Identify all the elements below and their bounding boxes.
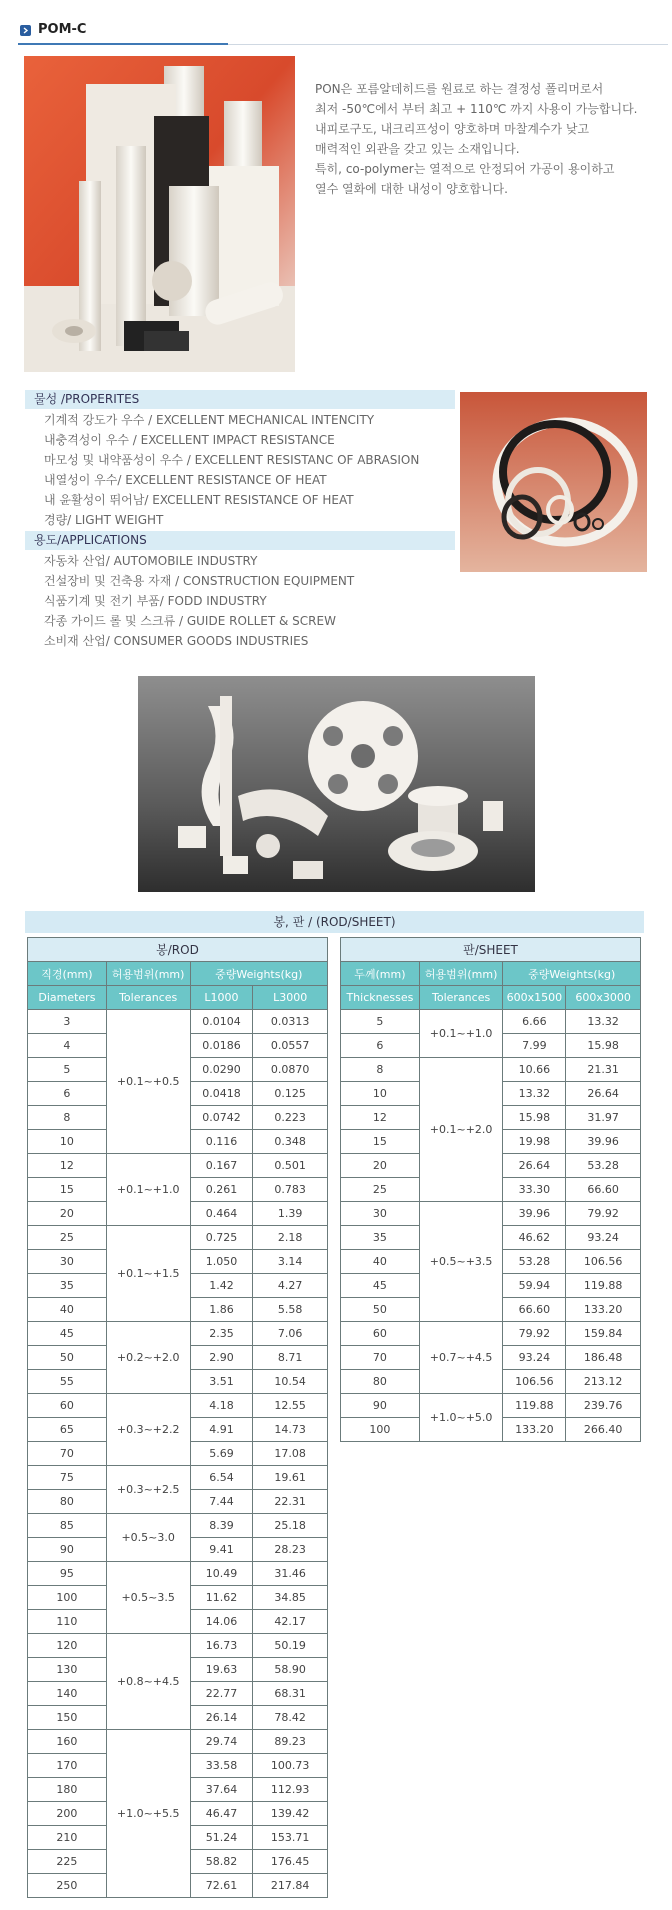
table-title: 봉, 판 / (ROD/SHEET)	[25, 911, 644, 933]
size-cell: 200	[28, 1802, 107, 1826]
weight-cell: 16.73	[190, 1634, 253, 1658]
size-cell: 140	[28, 1682, 107, 1706]
weight-cell: 39.96	[566, 1130, 641, 1154]
weight-cell: 0.783	[253, 1178, 328, 1202]
weight-cell: 6.54	[190, 1466, 253, 1490]
size-cell: 12	[28, 1154, 107, 1178]
size-cell: 15	[28, 1178, 107, 1202]
col-header: 두께(mm)	[341, 962, 420, 986]
size-cell: 60	[28, 1394, 107, 1418]
weight-cell: 9.41	[190, 1538, 253, 1562]
tolerance-cell: +0.2~+2.0	[106, 1322, 190, 1394]
weight-cell: 7.06	[253, 1322, 328, 1346]
size-cell: 30	[341, 1202, 420, 1226]
weight-cell: 5.58	[253, 1298, 328, 1322]
size-cell: 3	[28, 1010, 107, 1034]
list-item: 자동차 산업/ AUTOMOBILE INDUSTRY	[44, 554, 258, 568]
intro-line: 내피로구도, 내크리프성이 양호하며 마찰계수가 낮고	[315, 122, 590, 136]
list-item: 경량/ LIGHT WEIGHT	[44, 513, 164, 527]
applications-heading: 용도/APPLICATIONS	[25, 531, 455, 550]
intro-line: 매력적인 외관을 갖고 있는 소재입니다.	[315, 142, 520, 156]
size-cell: 30	[28, 1250, 107, 1274]
weight-cell: 93.24	[503, 1346, 566, 1370]
size-cell: 60	[341, 1322, 420, 1346]
rod-table	[27, 937, 328, 1898]
weight-cell: 15.98	[566, 1034, 641, 1058]
weight-cell: 19.63	[190, 1658, 253, 1682]
properties-heading: 물성 /PROPERITES	[25, 390, 455, 409]
size-cell: 15	[341, 1130, 420, 1154]
tolerance-cell: +0.3~+2.2	[106, 1394, 190, 1466]
col-header: 중량Weights(kg)	[503, 962, 641, 986]
weight-cell: 19.98	[503, 1130, 566, 1154]
weight-cell: 93.24	[566, 1226, 641, 1250]
weight-cell: 51.24	[190, 1826, 253, 1850]
title-underline	[18, 43, 228, 45]
size-cell: 225	[28, 1850, 107, 1874]
size-cell: 20	[28, 1202, 107, 1226]
size-cell: 70	[28, 1442, 107, 1466]
size-cell: 40	[28, 1298, 107, 1322]
col-header: 중량Weights(kg)	[190, 962, 327, 986]
weight-cell: 31.97	[566, 1106, 641, 1130]
weight-cell: 112.93	[253, 1778, 328, 1802]
weight-cell: 7.44	[190, 1490, 253, 1514]
col-subheader: 600x3000	[566, 986, 641, 1010]
weight-cell: 89.23	[253, 1730, 328, 1754]
size-cell: 250	[28, 1874, 107, 1898]
table-row	[28, 1154, 328, 1178]
weight-cell: 13.32	[566, 1010, 641, 1034]
size-cell: 40	[341, 1250, 420, 1274]
weight-cell: 133.20	[503, 1418, 566, 1442]
sheet-table-title: 판/SHEET	[341, 938, 641, 962]
size-cell: 4	[28, 1034, 107, 1058]
weight-cell: 0.0870	[253, 1058, 328, 1082]
size-cell: 5	[341, 1010, 420, 1034]
weight-cell: 4.27	[253, 1274, 328, 1298]
weight-cell: 0.0186	[190, 1034, 253, 1058]
weight-cell: 119.88	[566, 1274, 641, 1298]
col-subheader: Thicknesses	[341, 986, 420, 1010]
size-cell: 25	[341, 1178, 420, 1202]
weight-cell: 46.62	[503, 1226, 566, 1250]
weight-cell: 66.60	[566, 1178, 641, 1202]
weight-cell: 12.55	[253, 1394, 328, 1418]
weight-cell: 4.91	[190, 1418, 253, 1442]
size-cell: 210	[28, 1826, 107, 1850]
weight-cell: 19.61	[253, 1466, 328, 1490]
weight-cell: 33.30	[503, 1178, 566, 1202]
weight-cell: 0.167	[190, 1154, 253, 1178]
size-cell: 100	[28, 1586, 107, 1610]
intro-line: 최저 -50℃에서 부터 최고 + 110℃ 까지 사용이 가능합니다.	[315, 102, 638, 116]
size-cell: 80	[28, 1490, 107, 1514]
tolerance-cell: +0.1~+0.5	[106, 1010, 190, 1154]
tolerance-cell: +0.1~+2.0	[419, 1058, 503, 1202]
size-cell: 170	[28, 1754, 107, 1778]
weight-cell: 266.40	[566, 1418, 641, 1442]
table-row	[341, 1058, 641, 1082]
weight-cell: 78.42	[253, 1706, 328, 1730]
weight-cell: 72.61	[190, 1874, 253, 1898]
tolerance-cell: +1.0~+5.5	[106, 1730, 190, 1898]
weight-cell: 21.31	[566, 1058, 641, 1082]
weight-cell: 0.0290	[190, 1058, 253, 1082]
applications-list	[44, 551, 354, 651]
weight-cell: 14.73	[253, 1418, 328, 1442]
col-header: 직경(mm)	[28, 962, 107, 986]
size-cell: 50	[28, 1346, 107, 1370]
product-photo-parts	[138, 676, 535, 892]
properties-list	[44, 410, 419, 530]
weight-cell: 13.32	[503, 1082, 566, 1106]
weight-cell: 11.62	[190, 1586, 253, 1610]
intro-line: 열수 열화에 대한 내성이 양호합니다.	[315, 182, 508, 196]
weight-cell: 0.223	[253, 1106, 328, 1130]
size-cell: 120	[28, 1634, 107, 1658]
weight-cell: 2.90	[190, 1346, 253, 1370]
weight-cell: 42.17	[253, 1610, 328, 1634]
weight-cell: 10.49	[190, 1562, 253, 1586]
weight-cell: 176.45	[253, 1850, 328, 1874]
weight-cell: 213.12	[566, 1370, 641, 1394]
weight-cell: 0.348	[253, 1130, 328, 1154]
intro-line: 특히, co-polymer는 열적으로 안정되어 가공이 용이하고	[315, 162, 615, 176]
weight-cell: 186.48	[566, 1346, 641, 1370]
weight-cell: 133.20	[566, 1298, 641, 1322]
weight-cell: 26.14	[190, 1706, 253, 1730]
table-row	[28, 1730, 328, 1754]
size-cell: 150	[28, 1706, 107, 1730]
tolerance-cell: +0.3~+2.5	[106, 1466, 190, 1514]
weight-cell: 0.261	[190, 1178, 253, 1202]
weight-cell: 22.77	[190, 1682, 253, 1706]
weight-cell: 3.51	[190, 1370, 253, 1394]
weight-cell: 4.18	[190, 1394, 253, 1418]
size-cell: 45	[341, 1274, 420, 1298]
tolerance-cell: +0.5~3.0	[106, 1514, 190, 1562]
tolerance-cell: +0.1~+1.5	[106, 1226, 190, 1322]
weight-cell: 58.82	[190, 1850, 253, 1874]
weight-cell: 68.31	[253, 1682, 328, 1706]
tolerance-cell: +1.0~+5.0	[419, 1394, 503, 1442]
intro-text	[315, 79, 665, 199]
tolerance-cell: +0.5~+3.5	[419, 1202, 503, 1322]
list-item: 식품기계 및 전기 부품/ FODD INDUSTRY	[44, 594, 267, 608]
list-item: 마모성 및 내약품성이 우수 / EXCELLENT RESISTANC OF ABRASION	[44, 453, 420, 467]
weight-cell: 53.28	[503, 1250, 566, 1274]
size-cell: 90	[341, 1394, 420, 1418]
size-cell: 65	[28, 1418, 107, 1442]
page-title: POM-C	[38, 22, 87, 37]
tolerance-cell: +0.1~+1.0	[106, 1154, 190, 1226]
table-row	[341, 1394, 641, 1418]
table-row	[28, 1226, 328, 1250]
table-row	[28, 1394, 328, 1418]
size-cell: 80	[341, 1370, 420, 1394]
table-row	[28, 1466, 328, 1490]
weight-cell: 14.06	[190, 1610, 253, 1634]
weight-cell: 0.0742	[190, 1106, 253, 1130]
col-subheader: L3000	[253, 986, 328, 1010]
weight-cell: 59.94	[503, 1274, 566, 1298]
weight-cell: 5.69	[190, 1442, 253, 1466]
rod-table-title: 봉/ROD	[28, 938, 328, 962]
weight-cell: 217.84	[253, 1874, 328, 1898]
weight-cell: 15.98	[503, 1106, 566, 1130]
weight-cell: 8.71	[253, 1346, 328, 1370]
size-cell: 8	[28, 1106, 107, 1130]
weight-cell: 37.64	[190, 1778, 253, 1802]
weight-cell: 0.725	[190, 1226, 253, 1250]
weight-cell: 66.60	[503, 1298, 566, 1322]
weight-cell: 0.0418	[190, 1082, 253, 1106]
size-cell: 12	[341, 1106, 420, 1130]
weight-cell: 0.116	[190, 1130, 253, 1154]
weight-cell: 6.66	[503, 1010, 566, 1034]
weight-cell: 31.46	[253, 1562, 328, 1586]
tolerance-cell: +0.8~+4.5	[106, 1634, 190, 1730]
size-cell: 6	[341, 1034, 420, 1058]
weight-cell: 58.90	[253, 1658, 328, 1682]
table-row	[28, 1634, 328, 1658]
col-subheader: L1000	[190, 986, 253, 1010]
sheet-table	[340, 937, 641, 1442]
weight-cell: 1.050	[190, 1250, 253, 1274]
chevron-right-icon	[20, 25, 31, 36]
table-row	[28, 1010, 328, 1034]
weight-cell: 53.28	[566, 1154, 641, 1178]
col-header: 허용범위(mm)	[419, 962, 503, 986]
list-item: 내충격성이 우수 / EXCELLENT IMPACT RESISTANCE	[44, 433, 335, 447]
product-photo-rods	[24, 56, 295, 372]
weight-cell: 8.39	[190, 1514, 253, 1538]
weight-cell: 46.47	[190, 1802, 253, 1826]
size-cell: 8	[341, 1058, 420, 1082]
weight-cell: 26.64	[566, 1082, 641, 1106]
size-cell: 160	[28, 1730, 107, 1754]
size-cell: 180	[28, 1778, 107, 1802]
list-item: 내열성이 우수/ EXCELLENT RESISTANCE OF HEAT	[44, 473, 327, 487]
size-cell: 50	[341, 1298, 420, 1322]
product-photo-rings	[460, 392, 647, 572]
size-cell: 35	[28, 1274, 107, 1298]
weight-cell: 2.18	[253, 1226, 328, 1250]
weight-cell: 106.56	[566, 1250, 641, 1274]
weight-cell: 2.35	[190, 1322, 253, 1346]
col-header: 허용범위(mm)	[106, 962, 190, 986]
list-item: 건설장비 및 건축용 자재 / CONSTRUCTION EQUIPMENT	[44, 574, 355, 588]
weight-cell: 25.18	[253, 1514, 328, 1538]
intro-line: PON은 포름알데히드를 원료로 하는 결정성 폴리머로서	[315, 82, 604, 96]
list-item: 소비재 산업/ CONSUMER GOODS INDUSTRIES	[44, 634, 309, 648]
size-cell: 75	[28, 1466, 107, 1490]
page-header	[18, 22, 658, 46]
size-cell: 110	[28, 1610, 107, 1634]
size-cell: 100	[341, 1418, 420, 1442]
weight-cell: 0.0557	[253, 1034, 328, 1058]
weight-cell: 1.86	[190, 1298, 253, 1322]
size-cell: 85	[28, 1514, 107, 1538]
weight-cell: 153.71	[253, 1826, 328, 1850]
size-cell: 10	[341, 1082, 420, 1106]
table-row	[341, 1010, 641, 1034]
weight-cell: 29.74	[190, 1730, 253, 1754]
size-cell: 90	[28, 1538, 107, 1562]
weight-cell: 10.54	[253, 1370, 328, 1394]
col-subheader: Tolerances	[419, 986, 503, 1010]
weight-cell: 239.76	[566, 1394, 641, 1418]
weight-cell: 17.08	[253, 1442, 328, 1466]
size-cell: 25	[28, 1226, 107, 1250]
size-cell: 45	[28, 1322, 107, 1346]
weight-cell: 159.84	[566, 1322, 641, 1346]
table-row	[28, 1514, 328, 1538]
list-item: 내 윤활성이 뛰어남/ EXCELLENT RESISTANCE OF HEAT	[44, 493, 354, 507]
size-cell: 95	[28, 1562, 107, 1586]
col-subheader: 600x1500	[503, 986, 566, 1010]
weight-cell: 79.92	[503, 1322, 566, 1346]
weight-cell: 100.73	[253, 1754, 328, 1778]
size-cell: 70	[341, 1346, 420, 1370]
size-cell: 6	[28, 1082, 107, 1106]
weight-cell: 139.42	[253, 1802, 328, 1826]
weight-cell: 119.88	[503, 1394, 566, 1418]
size-cell: 130	[28, 1658, 107, 1682]
col-subheader: Diameters	[28, 986, 107, 1010]
weight-cell: 10.66	[503, 1058, 566, 1082]
weight-cell: 0.0104	[190, 1010, 253, 1034]
list-item: 각종 가이드 롤 및 스크류 / GUIDE ROLLET & SCREW	[44, 614, 336, 628]
size-cell: 20	[341, 1154, 420, 1178]
title-divider	[228, 44, 668, 45]
weight-cell: 0.464	[190, 1202, 253, 1226]
tolerance-cell: +0.5~3.5	[106, 1562, 190, 1634]
col-subheader: Tolerances	[106, 986, 190, 1010]
size-cell: 5	[28, 1058, 107, 1082]
weight-cell: 106.56	[503, 1370, 566, 1394]
table-row	[28, 1562, 328, 1586]
tolerance-cell: +0.7~+4.5	[419, 1322, 503, 1394]
table-row	[341, 1322, 641, 1346]
weight-cell: 3.14	[253, 1250, 328, 1274]
weight-cell: 28.23	[253, 1538, 328, 1562]
weight-cell: 26.64	[503, 1154, 566, 1178]
weight-cell: 1.39	[253, 1202, 328, 1226]
weight-cell: 0.0313	[253, 1010, 328, 1034]
weight-cell: 22.31	[253, 1490, 328, 1514]
weight-cell: 0.501	[253, 1154, 328, 1178]
table-row	[28, 1322, 328, 1346]
weight-cell: 7.99	[503, 1034, 566, 1058]
weight-cell: 0.125	[253, 1082, 328, 1106]
weight-cell: 39.96	[503, 1202, 566, 1226]
size-cell: 55	[28, 1370, 107, 1394]
size-cell: 35	[341, 1226, 420, 1250]
table-row	[341, 1202, 641, 1226]
size-cell: 10	[28, 1130, 107, 1154]
weight-cell: 33.58	[190, 1754, 253, 1778]
tolerance-cell: +0.1~+1.0	[419, 1010, 503, 1058]
list-item: 기계적 강도가 우수 / EXCELLENT MECHANICAL INTENCITY	[44, 413, 375, 427]
weight-cell: 34.85	[253, 1586, 328, 1610]
weight-cell: 1.42	[190, 1274, 253, 1298]
weight-cell: 79.92	[566, 1202, 641, 1226]
weight-cell: 50.19	[253, 1634, 328, 1658]
